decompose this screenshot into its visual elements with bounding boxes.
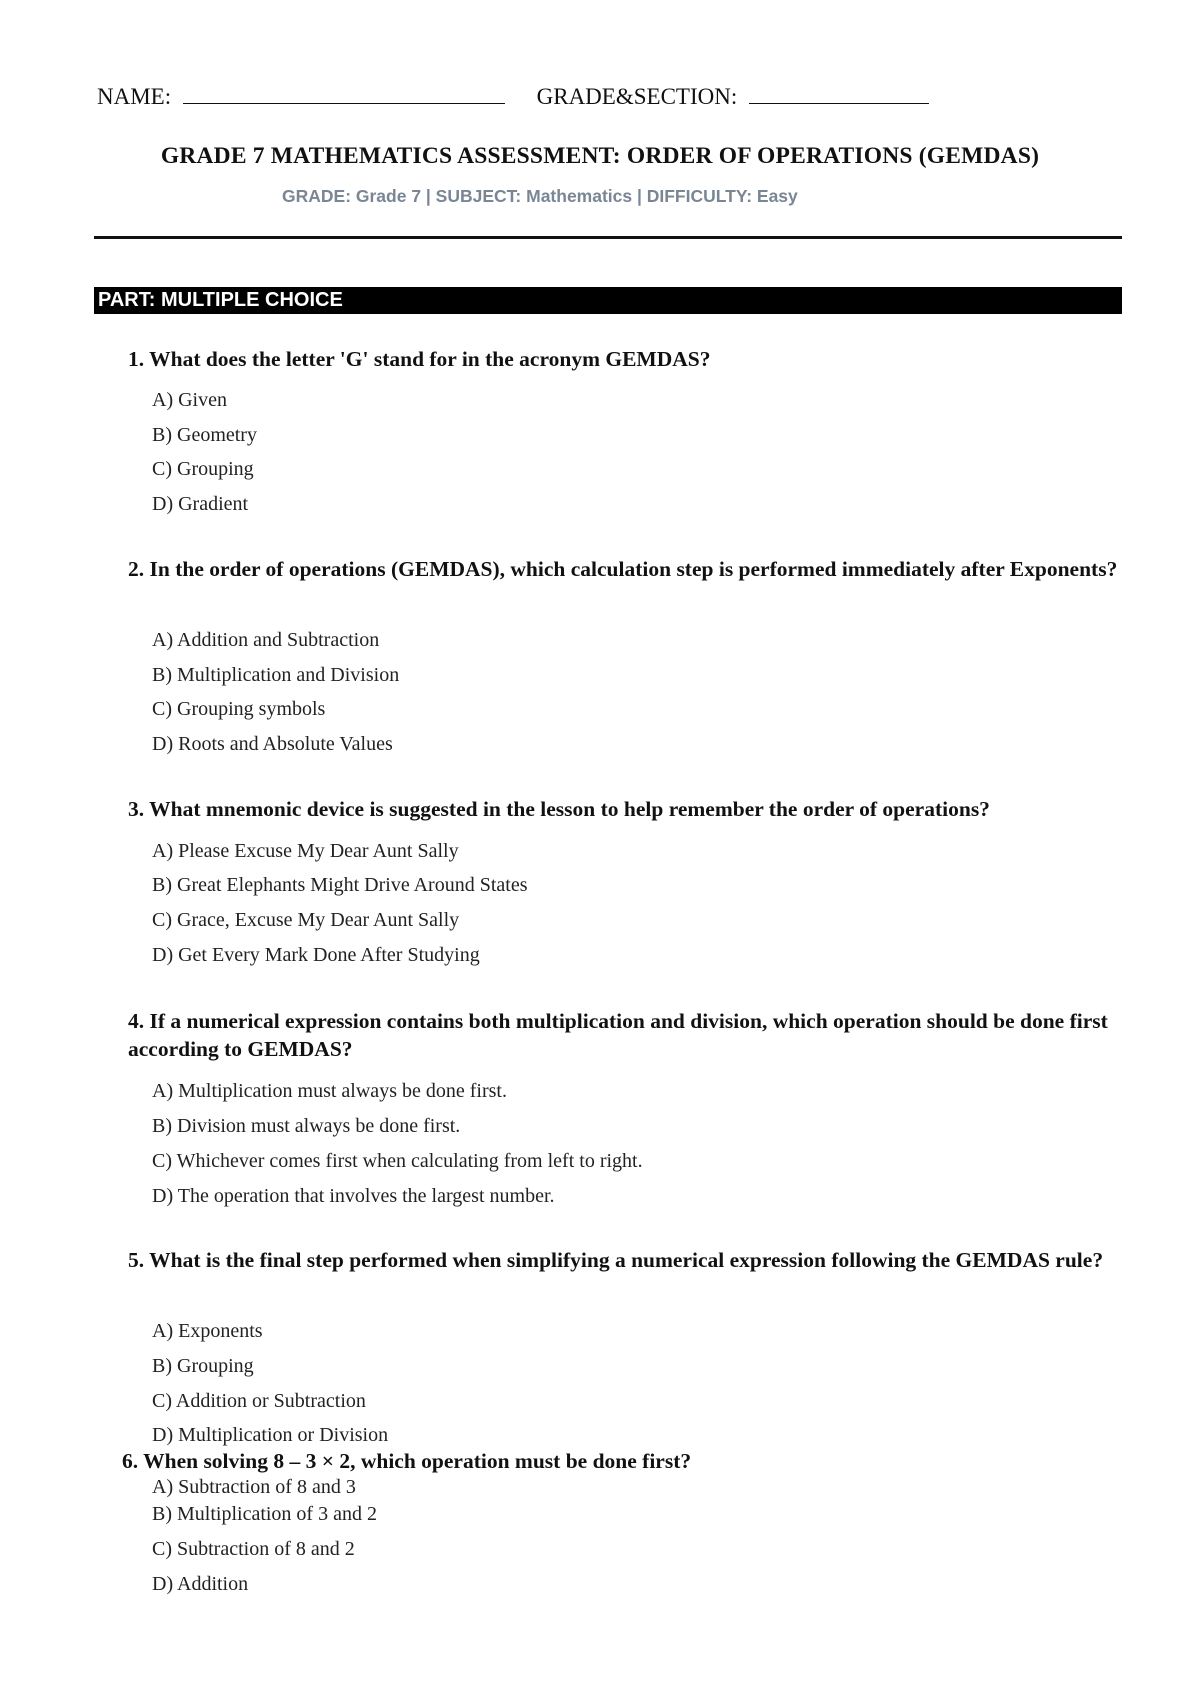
question-4: 4. If a numerical expression contains both multiplication and division, which operation should be done first according to GEMDAS? xyxy=(128,1009,1108,1061)
q5-option-b[interactable]: B) Grouping xyxy=(152,1355,254,1377)
q5-option-a[interactable]: A) Exponents xyxy=(152,1320,263,1342)
q2-option-a[interactable]: A) Addition and Subtraction xyxy=(152,629,380,651)
name-blank[interactable] xyxy=(183,102,505,104)
q2-option-b[interactable]: B) Multiplication and Division xyxy=(152,664,400,686)
question-1: 1. What does the letter 'G' stand for in the acronym GEMDAS? xyxy=(128,347,711,371)
q2-option-d[interactable]: D) Roots and Absolute Values xyxy=(152,733,393,755)
question-5: 5. What is the final step performed when simplifying a numerical expression following the GEMDAS rule? xyxy=(128,1248,1104,1272)
q6-option-b[interactable]: B) Multiplication of 3 and 2 xyxy=(152,1503,377,1525)
q5-option-d[interactable]: D) Multiplication or Division xyxy=(152,1424,389,1446)
page-title: GRADE 7 MATHEMATICS ASSESSMENT: ORDER OF OPERATIONS (GEMDAS) xyxy=(160,143,1040,169)
q6-option-c[interactable]: C) Subtraction of 8 and 2 xyxy=(152,1538,355,1560)
q4-option-c[interactable]: C) Whichever comes first when calculating from left to right. xyxy=(152,1150,643,1172)
name-label: NAME: xyxy=(97,84,172,109)
assessment-meta: GRADE: Grade 7 | SUBJECT: Mathematics | DIFFICULTY: Easy xyxy=(282,186,798,206)
q6-option-a[interactable]: A) Subtraction of 8 and 3 xyxy=(152,1476,356,1498)
q3-option-d[interactable]: D) Get Every Mark Done After Studying xyxy=(152,944,480,966)
grade-section-blank[interactable] xyxy=(749,102,929,104)
q4-option-a[interactable]: A) Multiplication must always be done first. xyxy=(152,1080,507,1102)
question-6: 6. When solving 8 – 3 × 2, which operation must be done first? xyxy=(122,1449,692,1473)
q5-option-c[interactable]: C) Addition or Subtraction xyxy=(152,1390,366,1412)
section-header: PART: MULTIPLE CHOICE xyxy=(94,287,1122,314)
q3-option-c[interactable]: C) Grace, Excuse My Dear Aunt Sally xyxy=(152,909,460,931)
grade-section-label: GRADE&SECTION: xyxy=(536,84,738,109)
student-info-line xyxy=(97,84,929,110)
q1-option-b[interactable]: B) Geometry xyxy=(152,424,257,446)
q3-option-b[interactable]: B) Great Elephants Might Drive Around States xyxy=(152,874,528,896)
q1-option-c[interactable]: C) Grouping xyxy=(152,458,254,480)
q4-option-b[interactable]: B) Division must always be done first. xyxy=(152,1115,461,1137)
q1-option-d[interactable]: D) Gradient xyxy=(152,493,249,515)
question-2: 2. In the order of operations (GEMDAS), which calculation step is performed immediately after Exponents? xyxy=(128,557,1118,581)
q2-option-c[interactable]: C) Grouping symbols xyxy=(152,698,326,720)
header-divider xyxy=(94,236,1122,239)
question-3: 3. What mnemonic device is suggested in the lesson to help remember the order of operations? xyxy=(128,797,990,821)
q3-option-a[interactable]: A) Please Excuse My Dear Aunt Sally xyxy=(152,840,459,862)
q6-option-d[interactable]: D) Addition xyxy=(152,1573,249,1595)
q4-option-d[interactable]: D) The operation that involves the largest number. xyxy=(152,1185,555,1207)
q1-option-a[interactable]: A) Given xyxy=(152,389,227,411)
